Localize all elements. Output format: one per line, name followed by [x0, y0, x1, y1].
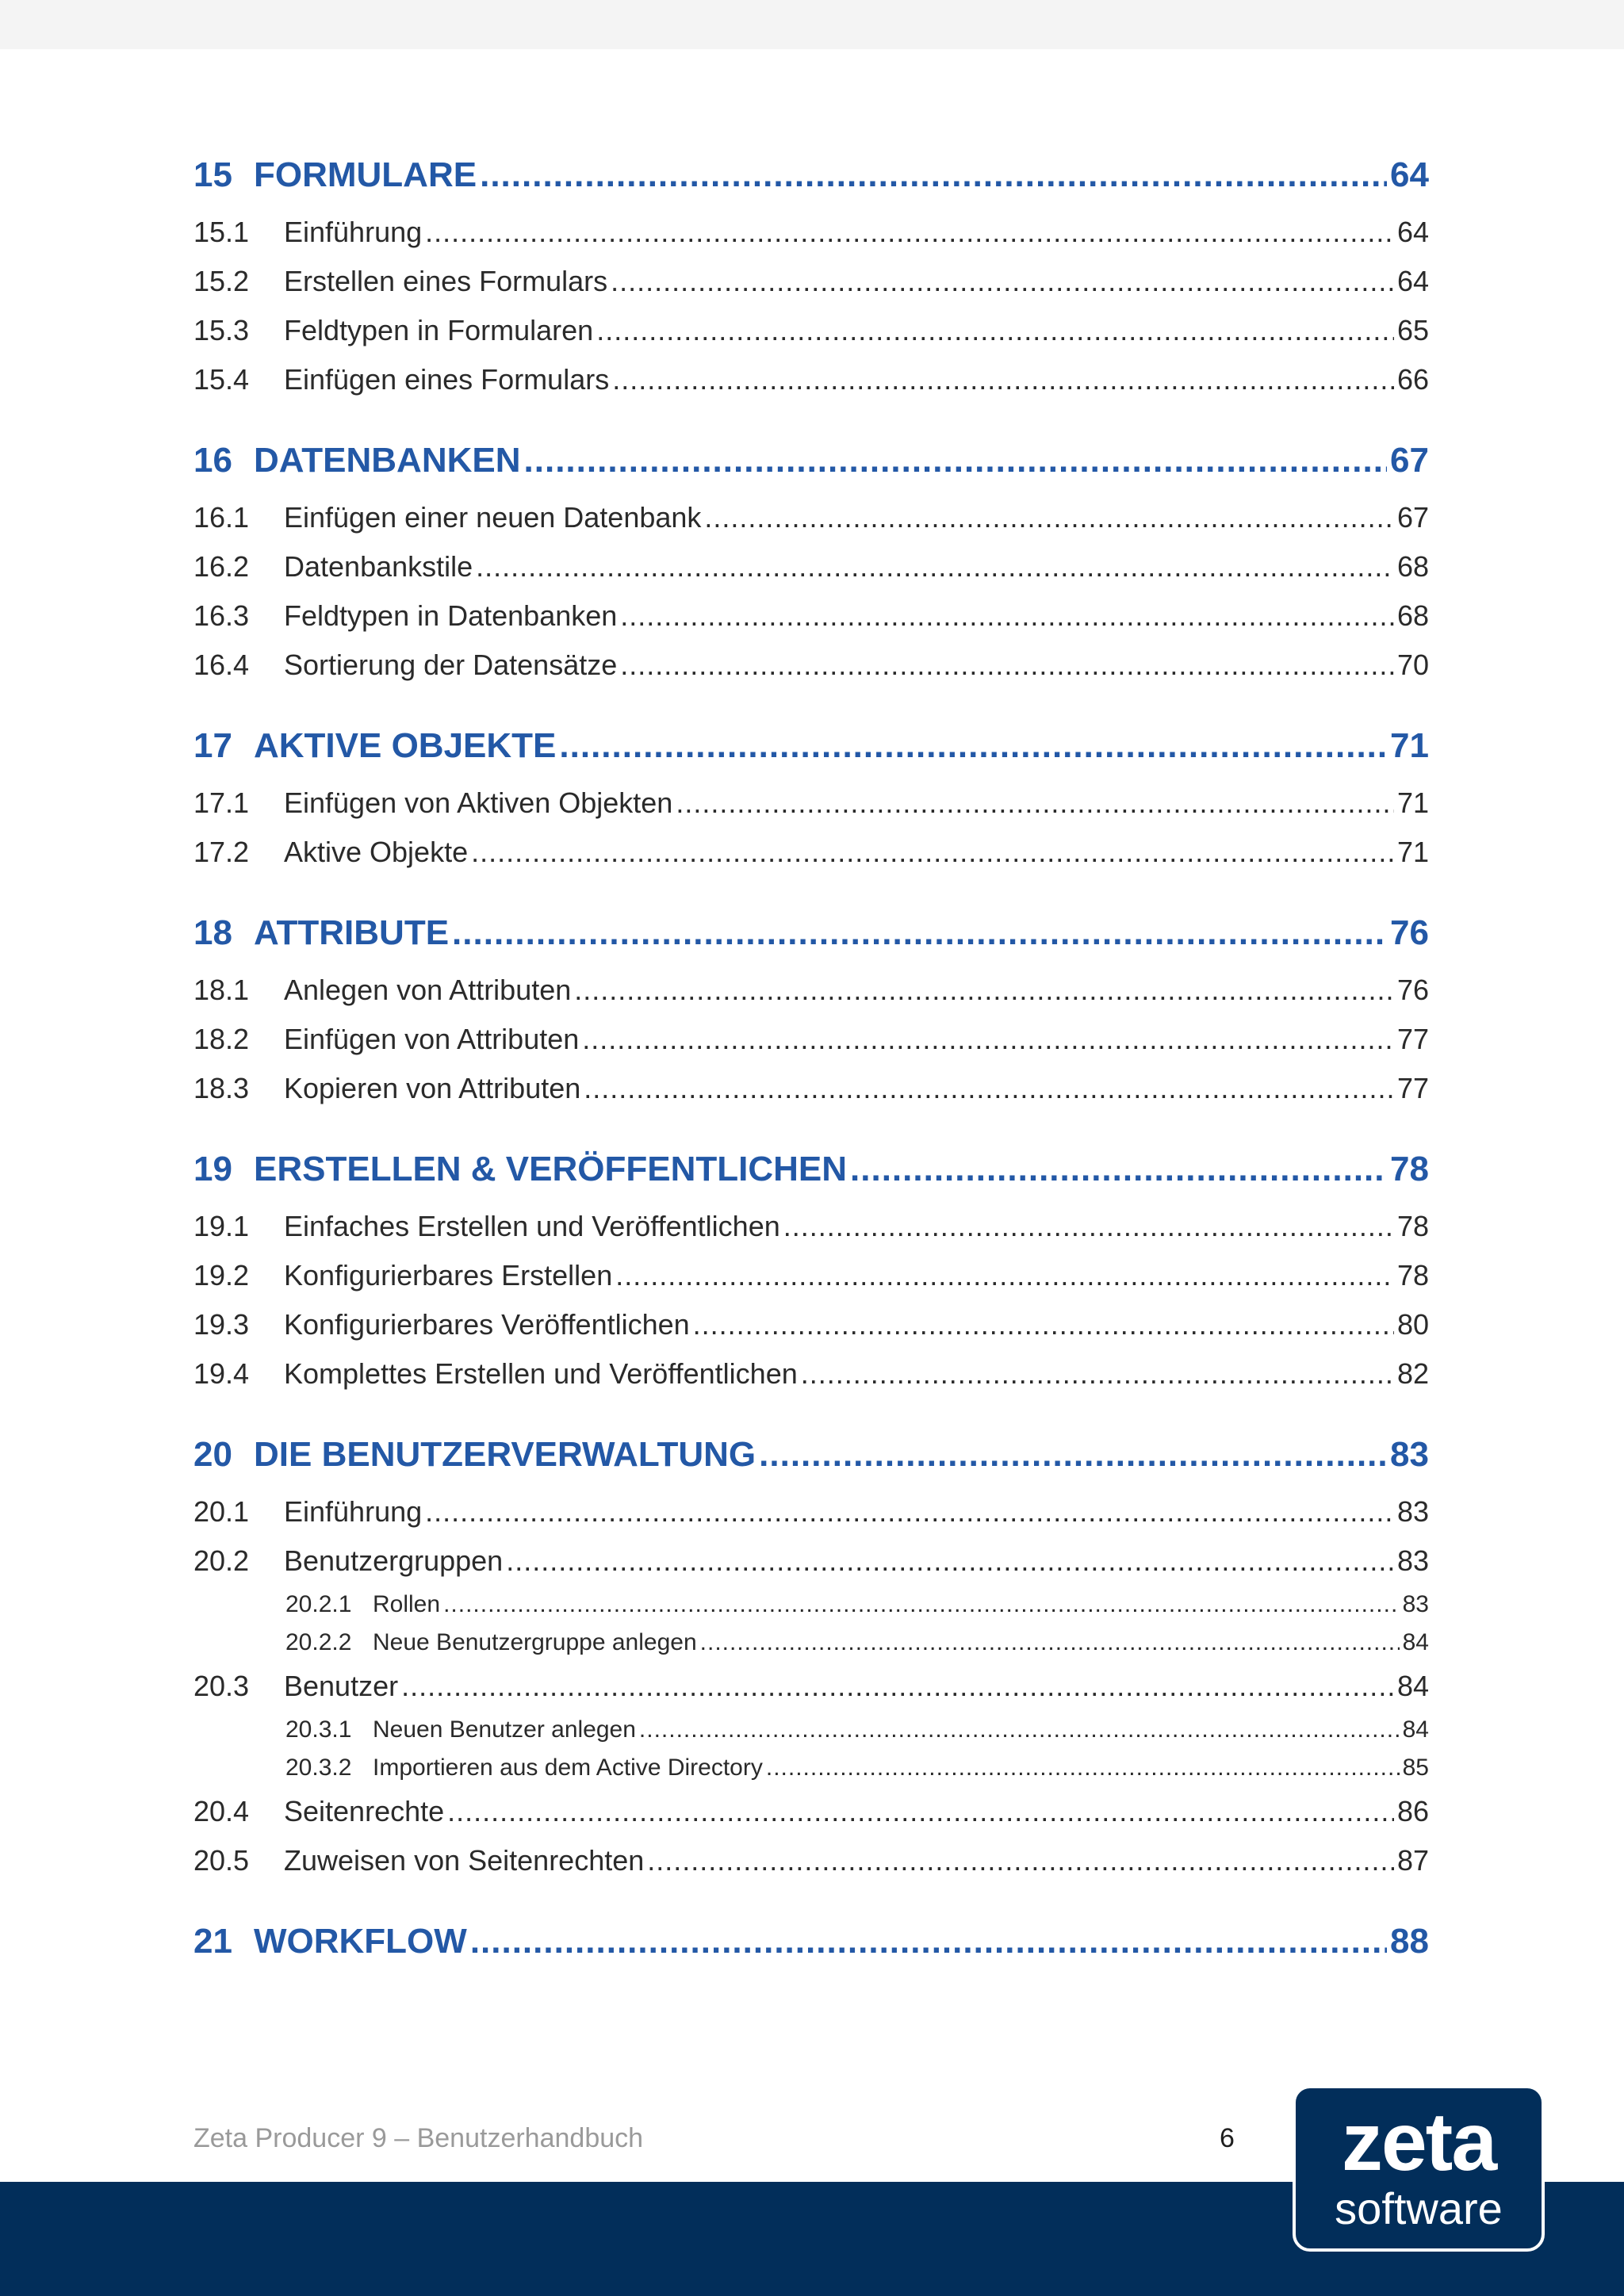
toc-section [193, 1251, 1429, 1300]
toc-section-title: Einführung [284, 1495, 423, 1528]
toc-section-title: Feldtypen in Datenbanken [284, 599, 618, 632]
leader-dots [470, 1909, 1387, 1974]
toc-section-title: Anlegen von Attributen [284, 974, 572, 1006]
toc-section [193, 591, 1429, 641]
leader-dots [620, 591, 1394, 641]
toc-section [193, 493, 1429, 542]
toc-section-title: Feldtypen in Formularen [284, 314, 594, 346]
toc-chapter-title: DIE BENUTZERVERWALTUNG [254, 1435, 756, 1474]
logo-subline: software [1335, 2183, 1503, 2233]
toc-section-number: 15.1 [193, 216, 250, 248]
leader-dots [759, 1422, 1387, 1487]
leader-dots [480, 143, 1387, 208]
toc-subsection [193, 1586, 1429, 1624]
leader-dots [582, 1015, 1394, 1064]
toc-section-number: 19.4 [193, 1357, 250, 1390]
toc-section-page: 83 [1396, 1544, 1429, 1577]
toc-chapter-title: ERSTELLEN & VERÖFFENTLICHEN [254, 1150, 848, 1188]
toc-section-page: 66 [1396, 363, 1429, 396]
toc-section-number: 16.3 [193, 599, 250, 632]
toc-section-number: 15.3 [193, 314, 250, 346]
toc-section-number: 17.1 [193, 786, 250, 819]
leader-dots [615, 1251, 1394, 1300]
toc-chapter [193, 428, 1429, 493]
toc-section-page: 84 [1396, 1670, 1429, 1702]
toc-section-title: Konfigurierbares Veröffentlichen [284, 1308, 690, 1341]
toc-section-title: Einfügen von Attributen [284, 1023, 580, 1055]
toc-section-title: Einführung [284, 216, 423, 248]
leader-dots [766, 1749, 1400, 1787]
toc-section [193, 542, 1429, 591]
toc-chapter [193, 1422, 1429, 1487]
toc-section-number: 17.2 [193, 836, 250, 868]
toc-subsection-number: 20.2.1 [285, 1591, 352, 1617]
toc-section-page: 67 [1396, 501, 1429, 534]
toc-chapter-number: 17 [193, 726, 232, 765]
toc-section-number: 20.1 [193, 1495, 250, 1528]
leader-dots [476, 542, 1394, 591]
toc-section-page: 78 [1396, 1210, 1429, 1242]
toc-section [193, 208, 1429, 257]
leader-dots [471, 828, 1394, 877]
toc-subsection-page: 84 [1402, 1629, 1429, 1655]
toc-chapter-page: 67 [1390, 441, 1429, 480]
footer-page-number: 6 [1220, 2123, 1235, 2153]
leader-dots [596, 306, 1394, 355]
leader-dots [524, 428, 1388, 493]
leader-dots [506, 1536, 1394, 1586]
leader-dots [700, 1624, 1400, 1662]
leader-dots [559, 714, 1387, 779]
toc-section-page: 65 [1396, 314, 1429, 346]
toc-chapter-number: 20 [193, 1435, 232, 1474]
leader-dots [574, 966, 1394, 1015]
toc-section-page: 64 [1396, 216, 1429, 248]
toc-chapter [193, 901, 1429, 966]
toc-section-page: 80 [1396, 1308, 1429, 1341]
toc-section [193, 1662, 1429, 1711]
footer-document-title: Zeta Producer 9 – Benutzerhandbuch [193, 2123, 644, 2153]
logo-wordmark: zeta [1341, 2096, 1496, 2188]
toc-chapter-page: 64 [1390, 155, 1429, 194]
toc-section-number: 15.2 [193, 265, 250, 297]
toc-section [193, 306, 1429, 355]
leader-dots [850, 1137, 1387, 1202]
table-of-contents [193, 143, 1429, 1974]
toc-section-title: Benutzergruppen [284, 1544, 504, 1577]
toc-section-title: Seitenrechte [284, 1795, 445, 1827]
toc-chapter-number: 15 [193, 155, 232, 194]
toc-section-number: 16.2 [193, 550, 250, 583]
leader-dots [801, 1349, 1394, 1399]
leader-dots [611, 257, 1394, 306]
leader-dots [584, 1064, 1394, 1113]
toc-section [193, 1064, 1429, 1113]
leader-dots [639, 1711, 1400, 1749]
leader-dots [620, 641, 1394, 690]
toc-section-page: 64 [1396, 265, 1429, 297]
toc-chapter-page: 76 [1390, 913, 1429, 952]
leader-dots [783, 1202, 1394, 1251]
toc-subsection-number: 20.2.2 [285, 1629, 352, 1655]
toc-chapter-page: 88 [1390, 1922, 1429, 1961]
toc-chapter-number: 18 [193, 913, 232, 952]
toc-section-title: Einfügen einer neuen Datenbank [284, 501, 702, 534]
toc-section-number: 20.5 [193, 1844, 250, 1877]
toc-section-number: 15.4 [193, 363, 250, 396]
toc-chapter [193, 1137, 1429, 1202]
chapter-spacer [193, 1885, 1429, 1909]
toc-section-title: Einfügen eines Formulars [284, 363, 610, 396]
toc-section-page: 71 [1396, 836, 1429, 868]
toc-section-number: 20.3 [193, 1670, 250, 1702]
toc-section-title: Benutzer [284, 1670, 399, 1702]
toc-section-title: Kopieren von Attributen [284, 1072, 581, 1104]
toc-section-title: Komplettes Erstellen und Veröffentlichen [284, 1357, 798, 1390]
leader-dots [425, 208, 1394, 257]
toc-subsection-page: 83 [1402, 1591, 1429, 1617]
leader-dots [693, 1300, 1394, 1349]
toc-chapter-number: 16 [193, 441, 232, 480]
toc-subsection-page: 84 [1402, 1716, 1429, 1743]
toc-section-number: 19.3 [193, 1308, 250, 1341]
leader-dots [704, 493, 1394, 542]
toc-section-page: 87 [1396, 1844, 1429, 1877]
toc-section-page: 70 [1396, 649, 1429, 681]
toc-section [193, 779, 1429, 828]
toc-section-number: 19.2 [193, 1259, 250, 1292]
toc-section-number: 18.3 [193, 1072, 250, 1104]
toc-section-title: Zuweisen von Seitenrechten [284, 1844, 645, 1877]
toc-section [193, 1349, 1429, 1399]
chapter-spacer [193, 877, 1429, 901]
toc-section [193, 355, 1429, 404]
toc-chapter-title: ATTRIBUTE [254, 913, 450, 952]
toc-section [193, 1300, 1429, 1349]
toc-section-page: 77 [1396, 1023, 1429, 1055]
toc-section-page: 68 [1396, 550, 1429, 583]
toc-chapter-page: 78 [1390, 1150, 1429, 1188]
toc-chapter [193, 714, 1429, 779]
toc-section-page: 78 [1396, 1259, 1429, 1292]
toc-section-title: Einfügen von Aktiven Objekten [284, 786, 673, 819]
toc-section-page: 76 [1396, 974, 1429, 1006]
toc-section-page: 77 [1396, 1072, 1429, 1104]
chapter-spacer [193, 404, 1429, 428]
toc-subsection-number: 20.3.2 [285, 1755, 352, 1781]
toc-section-title: Aktive Objekte [284, 836, 469, 868]
toc-section-page: 68 [1396, 599, 1429, 632]
leader-dots [447, 1787, 1394, 1836]
toc-section [193, 1787, 1429, 1836]
toc-section-title: Sortierung der Datensätze [284, 649, 618, 681]
toc-section-page: 71 [1396, 786, 1429, 819]
leader-dots [676, 779, 1394, 828]
chapter-spacer [193, 1113, 1429, 1137]
toc-section [193, 828, 1429, 877]
toc-chapter-title: FORMULARE [254, 155, 477, 194]
toc-section [193, 1836, 1429, 1885]
toc-subsection [193, 1749, 1429, 1787]
toc-section-title: Erstellen eines Formulars [284, 265, 608, 297]
toc-section [193, 1202, 1429, 1251]
toc-subsection-title: Importieren aus dem Active Directory [373, 1755, 763, 1781]
leader-dots [443, 1586, 1400, 1624]
toc-chapter-title: DATENBANKEN [254, 441, 521, 480]
toc-section-page: 86 [1396, 1795, 1429, 1827]
toc-section [193, 641, 1429, 690]
zeta-software-logo [1293, 2085, 1545, 2252]
chapter-spacer [193, 690, 1429, 714]
toc-section-title: Datenbankstile [284, 550, 473, 583]
toc-section-number: 18.1 [193, 974, 250, 1006]
toc-section-number: 16.1 [193, 501, 250, 534]
leader-dots [612, 355, 1394, 404]
toc-chapter [193, 1909, 1429, 1974]
chapter-spacer [193, 1399, 1429, 1422]
toc-section-page: 83 [1396, 1495, 1429, 1528]
toc-section [193, 257, 1429, 306]
toc-section [193, 1487, 1429, 1536]
leader-dots [452, 901, 1387, 966]
toc-subsection [193, 1711, 1429, 1749]
toc-subsection [193, 1624, 1429, 1662]
toc-section-title: Konfigurierbares Erstellen [284, 1259, 613, 1292]
toc-subsection-page: 85 [1402, 1755, 1429, 1781]
toc-section [193, 966, 1429, 1015]
toc-section-number: 16.4 [193, 649, 250, 681]
leader-dots [401, 1662, 1394, 1711]
toc-section-number: 18.2 [193, 1023, 250, 1055]
toc-chapter-title: AKTIVE OBJEKTE [254, 726, 557, 765]
toc-section-title: Einfaches Erstellen und Veröffentlichen [284, 1210, 780, 1242]
toc-section-page: 82 [1396, 1357, 1429, 1390]
toc-subsection-title: Rollen [373, 1591, 441, 1617]
toc-subsection-title: Neuen Benutzer anlegen [373, 1716, 636, 1743]
toc-section [193, 1536, 1429, 1586]
leader-dots [425, 1487, 1394, 1536]
toc-section-number: 19.1 [193, 1210, 250, 1242]
toc-chapter-title: WORKFLOW [254, 1922, 467, 1961]
toc-chapter-number: 19 [193, 1150, 232, 1188]
toc-subsection-title: Neue Benutzergruppe anlegen [373, 1629, 697, 1655]
toc-chapter-page: 83 [1390, 1435, 1429, 1474]
toc-chapter-number: 21 [193, 1922, 232, 1961]
toc-subsection-number: 20.3.1 [285, 1716, 352, 1743]
toc-chapter [193, 143, 1429, 208]
leader-dots [647, 1836, 1394, 1885]
toc-section-number: 20.2 [193, 1544, 250, 1577]
toc-chapter-page: 71 [1390, 726, 1429, 765]
top-strip [0, 0, 1624, 49]
toc-section-number: 20.4 [193, 1795, 250, 1827]
toc-section [193, 1015, 1429, 1064]
